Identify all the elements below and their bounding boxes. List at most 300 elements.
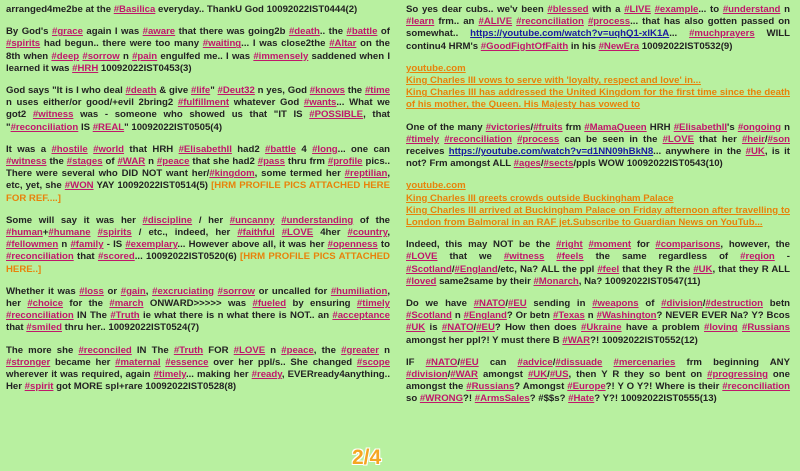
post-text: /: [530, 121, 534, 133]
post-text: that they R the: [619, 263, 694, 275]
hashtag-link[interactable]: #GoodFightOfFaith: [480, 40, 569, 52]
left-column: [6, 4, 390, 403]
attachment-note: [HRM PROFILE PICS ATTACHED HERE FOR REF....]: [6, 180, 390, 204]
hashtag-link[interactable]: #death: [125, 85, 157, 97]
hashtag-link[interactable]: #understanding: [281, 214, 354, 226]
post-text: +: [42, 227, 49, 239]
hashtag-link[interactable]: #gain: [120, 285, 146, 297]
hashtag-link[interactable]: #LOVE: [406, 251, 438, 263]
hashtag-link[interactable]: #knows: [309, 85, 345, 97]
post-paragraph: [406, 357, 790, 406]
post-text: thru frm: [284, 156, 328, 168]
hashtag-link[interactable]: #Washington: [596, 310, 657, 322]
hashtag-link[interactable]: #aware: [142, 26, 176, 38]
hashtag-link[interactable]: #exemplary: [125, 239, 178, 251]
post-text: pics.. There were several who DID NOT want her/: [6, 156, 390, 180]
post-text: ... What we got2: [6, 97, 390, 121]
hashtag-link[interactable]: #sorrow: [82, 50, 120, 62]
hashtag-link[interactable]: #battle: [346, 26, 378, 38]
post-text: WILL continu4 HRM's: [406, 28, 790, 52]
hashtag-link[interactable]: #timely: [406, 133, 440, 145]
hashtag-link[interactable]: #process: [587, 16, 631, 28]
post-text: [544, 251, 556, 262]
hashtag-link[interactable]: #humane: [48, 227, 91, 239]
hashtag-link[interactable]: #timely: [153, 369, 186, 381]
post-text: engulfed me.. I was: [157, 50, 254, 62]
hashtag-link[interactable]: #EU: [508, 298, 527, 310]
post-text: & give: [156, 85, 191, 97]
post-text: It was a: [6, 143, 52, 155]
hashtag-link[interactable]: #NATO: [473, 298, 506, 310]
post-text: IN The: [73, 310, 111, 322]
hashtag-link[interactable]: #kingdom: [209, 168, 255, 180]
hashtag-link[interactable]: #fellowmen: [6, 239, 59, 251]
hashtag-link[interactable]: #EU: [476, 322, 495, 334]
post-text: to: [377, 239, 390, 251]
attachment-note: [HRM PROFILE PICS ATTACHED HERE..]: [6, 251, 390, 275]
hashtag-link[interactable]: #England: [463, 310, 507, 322]
hashtag-link[interactable]: #victories: [485, 121, 531, 133]
post-text: The more she: [6, 344, 79, 356]
post-text: the: [46, 156, 67, 168]
hashtag-link[interactable]: #Europe: [567, 381, 606, 393]
post-text: is: [425, 322, 442, 334]
post-text: or uncalled for: [254, 285, 331, 297]
hashtag-link[interactable]: #progressing: [707, 369, 768, 381]
hashtag-link[interactable]: #loving: [704, 322, 738, 334]
hashtag-link[interactable]: #reconciliation: [6, 310, 74, 322]
post-text: Do we have: [406, 298, 474, 310]
post-text: ie what there is n what there is NOT.. an: [139, 310, 333, 322]
link-preview-text[interactable]: King Charles III greets crowds outside Buckingham Palace: [406, 192, 674, 204]
post-text: that there was going2b: [175, 26, 289, 38]
hashtag-link[interactable]: #MamaQueen: [584, 121, 647, 133]
hashtag-link[interactable]: #reconciliation: [722, 381, 791, 393]
post-text: ? #$$s?: [529, 393, 569, 405]
post-text: was - someone who showed us that "IT IS: [73, 109, 310, 121]
post-text: ?!: [463, 393, 475, 405]
post-text: everyday.. ThankU God 10092022IST0444(2): [155, 4, 358, 15]
post-paragraph: [406, 205, 790, 229]
post-paragraph: [406, 180, 790, 192]
hashtag-link[interactable]: #hostile: [51, 143, 88, 155]
hashtag-link[interactable]: #world: [93, 143, 125, 155]
hashtag-link[interactable]: #loss: [79, 285, 104, 297]
hashtag-link[interactable]: #UK: [406, 322, 426, 334]
post-text: became her: [50, 356, 116, 368]
post-text: [91, 227, 98, 238]
post-text: /: [505, 298, 508, 310]
hashtag-link[interactable]: #stages: [66, 156, 103, 168]
post-text: , that ": [6, 109, 390, 133]
post-text: ...: [669, 28, 690, 40]
hashtag-link[interactable]: #heir: [741, 133, 765, 145]
hashtag-link[interactable]: #sorrow: [217, 285, 255, 297]
post-text: frm beginning ANY: [675, 356, 790, 368]
hashtag-link[interactable]: #faithful: [237, 227, 275, 239]
hashtag-link[interactable]: #son: [767, 133, 790, 145]
hashtag-link[interactable]: #scored: [97, 251, 135, 263]
hashtag-link[interactable]: #acceptance: [332, 310, 390, 322]
hashtag-link[interactable]: #WRONG: [419, 393, 464, 405]
hashtag-link[interactable]: #sects: [543, 158, 574, 170]
hashtag-link[interactable]: #mercenaries: [613, 356, 676, 368]
post-text: n: [379, 344, 390, 356]
post-paragraph: [406, 239, 790, 288]
hashtag-link[interactable]: #spirits: [97, 227, 132, 239]
post-text: can: [478, 356, 518, 368]
hashtag-link[interactable]: #Scotland: [406, 310, 452, 322]
post-text: frm: [562, 121, 585, 133]
post-paragraph: [406, 122, 790, 171]
hashtag-link[interactable]: #fueled: [252, 298, 287, 310]
hashtag-link[interactable]: #reconciliation: [6, 251, 74, 263]
post-text: or: [103, 285, 121, 297]
hashtag-link[interactable]: #scope: [356, 356, 390, 368]
hashtag-link[interactable]: #POSSIBLE: [309, 109, 364, 121]
hashtag-link[interactable]: #witness: [32, 109, 74, 121]
hashtag-link[interactable]: #Truth: [173, 344, 204, 356]
post-text: again I was: [82, 26, 143, 38]
link-preview-text[interactable]: youtube.com: [406, 180, 466, 192]
post-paragraph: [6, 286, 390, 335]
hashtag-link[interactable]: #country: [347, 227, 388, 239]
post-text: n uses either/or good/+evil 2bring2: [6, 97, 178, 109]
post-text: /: [451, 263, 455, 275]
hashtag-link[interactable]: #ArmsSales: [474, 393, 530, 405]
hashtag-link[interactable]: #region: [740, 251, 775, 263]
hashtag-link[interactable]: #Russians: [466, 381, 515, 393]
post-text: n: [58, 239, 71, 251]
post-text: , etc, yet, she: [6, 168, 390, 192]
post-text: wherever it was required, again: [6, 369, 154, 381]
hashtag-link[interactable]: #reptilian: [344, 168, 388, 180]
post-text: whatever God: [229, 97, 304, 109]
post-text: ,: [145, 285, 153, 297]
post-text: /: [702, 298, 706, 310]
hashtag-link[interactable]: #Ukraine: [581, 322, 622, 334]
post-text: receives: [406, 146, 449, 158]
hashtag-link[interactable]: #Russians: [741, 322, 790, 334]
post-text: IF: [406, 356, 426, 368]
hashtag-link[interactable]: #ALIVE: [478, 16, 513, 28]
post-text: sending in: [526, 298, 593, 310]
hashtag-link[interactable]: #Altar: [329, 38, 357, 50]
hashtag-link[interactable]: #UK: [527, 369, 548, 381]
post-text: Some will say it was her: [6, 214, 143, 226]
hashtag-link[interactable]: #openness: [327, 239, 378, 251]
hashtag-link[interactable]: #Basilica: [113, 4, 156, 15]
post-text: so: [406, 393, 420, 405]
page-number: 2/4: [352, 446, 382, 469]
hashtag-link[interactable]: #life: [190, 85, 211, 97]
post-text: / her: [192, 214, 230, 226]
post-paragraph: [6, 4, 390, 16]
post-text: saddened when I learned it was: [6, 50, 390, 74]
post-text: Indeed, this may NOT be the: [406, 239, 557, 251]
hashtag-link[interactable]: #excruciating: [152, 285, 214, 297]
post-text: that: [6, 322, 27, 334]
post-text: have a problem: [621, 322, 705, 334]
hashtag-link[interactable]: #dissuade: [555, 356, 603, 368]
post-text: , the: [313, 344, 342, 356]
hashtag-link[interactable]: #weapons: [592, 298, 639, 310]
post-text: over her ppl/s.. She changed: [208, 356, 357, 368]
post-text: of: [638, 298, 662, 310]
hashtag-link[interactable]: #reconciliation: [444, 133, 512, 145]
post-text: , however, the: [720, 239, 790, 251]
hashtag-link[interactable]: #LOVE: [662, 133, 695, 145]
hashtag-link[interactable]: #battle: [265, 143, 296, 155]
hashtag-link[interactable]: #WAR: [117, 156, 146, 168]
hashtag-link[interactable]: #example: [654, 4, 699, 15]
hashtag-link[interactable]: #reconciliation: [516, 16, 584, 28]
post-text: ? How then does: [494, 322, 582, 334]
hashtag-link[interactable]: #division: [661, 298, 703, 310]
hashtag-link[interactable]: #destruction: [705, 298, 763, 310]
post-text: frm.. an: [434, 16, 479, 28]
hashtag-link[interactable]: #feels: [556, 251, 584, 263]
post-text: /: [473, 322, 477, 334]
hashtag-link[interactable]: #discipline: [142, 214, 193, 226]
post-text: So yes dear cubs.. we'v been: [406, 4, 548, 15]
post-text: ... I was close2the: [241, 38, 330, 50]
hashtag-link[interactable]: #Scotland: [406, 263, 452, 275]
hashtag-link[interactable]: #muchprayers: [689, 28, 755, 40]
post-text: ... to: [698, 4, 723, 15]
post-text: /: [540, 158, 544, 170]
hashtag-link[interactable]: #smiled: [26, 322, 62, 334]
post-text: - IS: [103, 239, 126, 251]
hashtag-link[interactable]: #fulfillment: [177, 97, 230, 109]
post-text: arranged4me2be at the: [6, 4, 114, 15]
post-text: [602, 357, 613, 368]
hashtag-link[interactable]: #timely: [356, 298, 390, 310]
post-text: in his: [568, 40, 599, 52]
post-text: God says "It is I who deal: [6, 85, 126, 97]
hashtag-link[interactable]: #peace: [281, 344, 314, 356]
post-text: -: [774, 251, 790, 263]
post-paragraph: [6, 26, 390, 75]
post-text: /: [764, 133, 768, 145]
hashtag-link[interactable]: #witness: [6, 156, 47, 168]
post-text: , then Y R they so bent on: [568, 369, 708, 381]
hashtag-link[interactable]: #moment: [588, 239, 632, 251]
post-text: ? NEVER EVER Na? Y? Bcos: [656, 310, 790, 322]
link-preview-text[interactable]: youtube.com: [406, 62, 466, 74]
post-text: /: [552, 356, 556, 368]
hashtag-link[interactable]: #waiting: [202, 38, 242, 50]
post-text: n yes, God: [254, 85, 310, 97]
post-text: 4: [295, 143, 313, 155]
post-text: betn: [763, 298, 790, 310]
hashtag-link[interactable]: #NewEra: [598, 40, 640, 52]
post-text: , her: [6, 285, 390, 310]
hashtag-link[interactable]: #reconciliation: [10, 121, 79, 133]
post-paragraph: [406, 193, 790, 205]
link-preview-text[interactable]: King Charles III has addressed the United Kingdom for the first time since the death of his mother, the Queen. His Majesty has vowed to: [406, 87, 790, 111]
hashtag-link[interactable]: #reconciled: [78, 344, 132, 356]
hashtag-link[interactable]: #UK: [693, 263, 713, 275]
hashtag-link[interactable]: #learn: [406, 16, 435, 28]
post-text: , is it not? Frm amongst ALL: [406, 146, 790, 170]
post-text: of: [102, 156, 118, 168]
hashtag-link[interactable]: #advice: [517, 356, 553, 368]
hashtag-link[interactable]: #essence: [165, 356, 209, 368]
hashtag-link[interactable]: #process: [517, 133, 560, 145]
hashtag-link[interactable]: #human: [6, 227, 43, 239]
hashtag-link[interactable]: #immensely: [253, 50, 309, 62]
hashtag-link[interactable]: #march: [109, 298, 144, 310]
hashtag-link[interactable]: #family: [70, 239, 104, 251]
hashtag-link[interactable]: #WAR: [450, 369, 478, 381]
post-text: , EVERready4anything.. Her: [6, 369, 390, 393]
hashtag-link[interactable]: #profile: [327, 156, 363, 168]
hashtag-link[interactable]: #understand: [722, 4, 781, 15]
post-text: of: [377, 26, 390, 38]
hashtag-link[interactable]: #ages: [513, 158, 541, 170]
hashtag-link[interactable]: #choice: [27, 298, 64, 310]
post-text: 4her: [313, 227, 348, 239]
post-text: /: [547, 369, 550, 381]
hashtag-link[interactable]: #HRH: [72, 62, 99, 74]
hashtag-link[interactable]: #pain: [132, 50, 158, 62]
post-text: got MORE spl+rare 10092022IST0528(8): [53, 381, 237, 393]
hashtag-link[interactable]: #feel: [597, 263, 620, 275]
right-column: [406, 4, 790, 416]
post-text: can be seen in the: [559, 133, 663, 145]
hashtag-link[interactable]: #NATO: [441, 322, 474, 334]
hashtag-link[interactable]: #WON: [64, 180, 94, 192]
post-text: by ensuring: [286, 298, 357, 310]
hashtag-link[interactable]: #UK: [745, 146, 765, 158]
post-text: same2same by their: [436, 275, 534, 287]
hashtag-link[interactable]: #wants: [303, 97, 337, 109]
post-text: n: [451, 310, 464, 322]
post-text: n: [265, 344, 282, 356]
post-text: the same regardless of: [583, 251, 741, 263]
post-text: amongst: [477, 369, 528, 381]
post-text: ... one can: [337, 143, 391, 155]
hashtag-link[interactable]: #loved: [406, 275, 437, 287]
post-text: had2: [231, 143, 266, 155]
hashtag-link[interactable]: #greater: [341, 344, 379, 356]
post-text: ?! 10092022IST0552(12): [590, 334, 698, 346]
post-text: , that they R ALL: [712, 263, 790, 275]
post-text: One of the many: [406, 121, 486, 133]
post-paragraph: [406, 298, 790, 347]
post-text: IS: [78, 121, 93, 133]
hashtag-link[interactable]: #Monarch: [533, 275, 579, 287]
hashtag-link[interactable]: #fruits: [533, 121, 563, 133]
post-text: /ppls WOW 10092022IST0543(10): [573, 158, 723, 170]
hashtag-link[interactable]: #US: [549, 369, 569, 381]
post-text: n: [584, 310, 597, 322]
hashtag-link[interactable]: #Deut32: [217, 85, 255, 97]
post-text: [275, 227, 282, 238]
post-text: /: [457, 356, 460, 368]
post-text: /: [447, 369, 451, 381]
post-text: n: [780, 4, 791, 15]
hashtag-link[interactable]: #NATO: [425, 356, 458, 368]
hashtag-link[interactable]: #ElisabethII: [673, 121, 728, 133]
hashtag-link[interactable]: #WAR: [562, 334, 591, 346]
hashtag-link[interactable]: #England: [454, 263, 498, 275]
post-text: ": [210, 85, 218, 97]
hashtag-link[interactable]: #uncanny: [229, 214, 275, 226]
post-text: that her: [694, 133, 742, 145]
post-text: .. the: [319, 26, 347, 38]
post-text: ... However above all, it was her: [177, 239, 328, 251]
post-text: FOR: [203, 344, 234, 356]
hashtag-link[interactable]: #maternal: [115, 356, 161, 368]
hashtag-link[interactable]: #witness: [503, 251, 545, 263]
post-text: 10092022IST0453(3): [98, 62, 192, 74]
url-link[interactable]: https://youtube.com/watch?v=uqhQ1-xlK1A: [470, 28, 670, 40]
hashtag-link[interactable]: #division: [406, 369, 448, 381]
hashtag-link[interactable]: #REAL: [92, 121, 125, 133]
post-text: ... making her: [185, 369, 252, 381]
hashtag-link[interactable]: #humiliation: [330, 285, 388, 297]
hashtag-link[interactable]: #pass: [257, 156, 285, 168]
post-paragraph: [6, 345, 390, 394]
url-link[interactable]: https://youtube.com/watch?v=d1NN09hBkN8: [448, 146, 654, 158]
hashtag-link[interactable]: #time: [364, 85, 390, 97]
hashtag-link[interactable]: #spirits: [6, 38, 41, 50]
link-preview-text[interactable]: King Charles III arrived at Buckingham Palace on Friday afternoon after travelling to London from Balmoral in an RAF jet.Subscribe to Guardian News on YouTub...: [406, 204, 790, 229]
hashtag-link[interactable]: #ready: [251, 369, 282, 381]
hashtag-link[interactable]: #blessed: [547, 4, 589, 15]
hashtag-link[interactable]: #LOVE: [281, 227, 314, 239]
hashtag-link[interactable]: #Truth: [110, 310, 140, 322]
hashtag-link[interactable]: #comparisons: [655, 239, 721, 251]
post-text: one amongst the: [406, 369, 790, 393]
post-text: had begun.. there were too many: [40, 38, 203, 50]
post-text: thru her.. 10092022IST0524(7): [62, 322, 200, 334]
hashtag-link[interactable]: #long: [312, 143, 338, 155]
hashtag-link[interactable]: #deep: [51, 50, 80, 62]
post-text: / etc., indeed, her: [131, 227, 238, 239]
post-text: ? Or betn: [506, 310, 554, 322]
post-text: ? Y?! 10092022IST0555(13): [594, 393, 717, 405]
post-text: that HRH: [124, 143, 179, 155]
hashtag-link[interactable]: #death: [288, 26, 320, 38]
hashtag-link[interactable]: #Hate: [568, 393, 595, 405]
hashtag-link[interactable]: #spirit: [24, 381, 54, 393]
hashtag-link[interactable]: #ongoing: [737, 121, 781, 133]
post-text: amongst her ppl?! Y must there B: [406, 334, 563, 346]
hashtag-link[interactable]: #right: [556, 239, 583, 251]
hashtag-link[interactable]: #ElisabethII: [178, 143, 232, 155]
post-text: ... anywhere in the: [653, 146, 746, 158]
post-text: that she had2: [189, 156, 258, 168]
hashtag-link[interactable]: #peace: [156, 156, 190, 168]
post-text: ... 10092022IST0520(6): [134, 251, 241, 263]
hashtag-link[interactable]: #stronger: [6, 356, 51, 368]
hashtag-link[interactable]: #LOVE: [233, 344, 266, 356]
link-preview-text[interactable]: King Charles III vows to serve with 'loyalty, respect and love' in...: [406, 75, 701, 87]
hashtag-link[interactable]: #Texas: [553, 310, 585, 322]
post-text: 10092022IST0532(9): [639, 40, 733, 52]
post-text: Whether it was: [6, 285, 80, 297]
hashtag-link[interactable]: #LIVE: [624, 4, 651, 15]
hashtag-link[interactable]: #grace: [51, 26, 83, 38]
post-text: the: [344, 85, 365, 97]
post-text: with a: [588, 4, 625, 15]
post-paragraph: [6, 144, 390, 205]
hashtag-link[interactable]: #EU: [460, 356, 479, 368]
post-text: IN The: [131, 344, 174, 356]
